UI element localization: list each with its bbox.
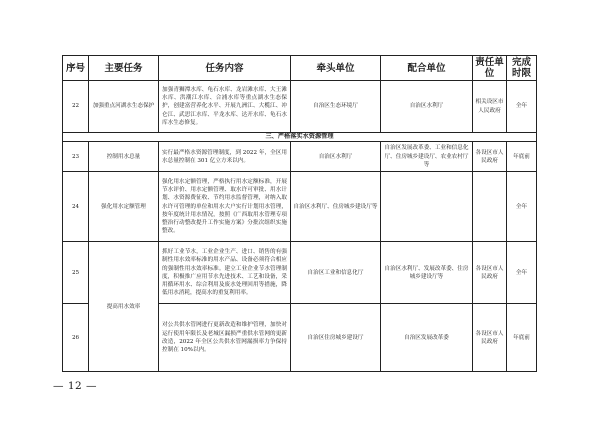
row-coop: 自治区水利厅、发展改革委、住房城乡建设厅等 [381, 242, 473, 304]
table-row [63, 172, 537, 242]
row-coop: 自治区发展改革委、工业和信息化厅、住房城乡建设厅、农业农村厅等 [381, 142, 473, 172]
row-content: 加强青狮潭水库、龟石水库、龙岩滩水库、大王滩水库、洪潮江水库、合浦水库等重点湖水生态保护，创建富营养化水平、开展九洲江、大榄江、冲仑江、武思江水库、平龙水库、达开水库、龟石水库水生态修复。 [159, 81, 291, 133]
row-seq: 25 [63, 242, 89, 304]
row-lead: 自治区水利厅 [291, 142, 381, 172]
page-number: — 12 — [53, 380, 98, 392]
row-task: 提高用水效率 [89, 242, 159, 372]
table-row [63, 142, 537, 172]
row-lead: 自治区住房城乡建设厅 [291, 304, 381, 372]
header-deadline: 完成时限 [507, 56, 537, 81]
row-task: 加强重点河湖水生态保护 [89, 81, 159, 133]
row-deadline: 全年 [507, 242, 537, 304]
row-coop: 自治区水利厅 [381, 81, 473, 133]
row-resp: 相关设区市人民政府 [473, 81, 507, 133]
row-coop: 自治区发展改革委 [381, 304, 473, 372]
header-task: 主要任务 [89, 56, 159, 81]
task-table-sheet [62, 55, 536, 371]
row-content: 对公共供水管网进行更新改造和维护管理，加快对运行使用年限长及老城区漏损严重供水管网的更新改造，2022 年全区公共供水管网漏损率力争保持控制在 10%以内。 [159, 304, 291, 372]
row-seq: 24 [63, 172, 89, 242]
header-lead: 牵头单位 [291, 56, 381, 81]
header-seq: 序号 [63, 56, 89, 81]
row-resp [473, 172, 507, 242]
row-task: 控制用水总量 [89, 142, 159, 172]
header-resp: 责任单位 [473, 56, 507, 81]
row-seq: 26 [63, 304, 89, 372]
row-lead: 自治区工业和信息化厅 [291, 242, 381, 304]
row-content: 抓好工业节水，工业企业生产、进口、销售的有强制性用水效率标准的用水产品、设备必须符合相应的强制性用水效率标准。建立工业企业节水管理制度，积极推广应用节水先进技术、工艺和设备，采用循环用水、综合利用及废水处理回用等措施，降低用水消耗，提高水的重复利用率。 [159, 242, 291, 304]
row-lead: 自治区水利厅、住房城乡建设厅等 [291, 172, 381, 242]
task-table [62, 55, 537, 372]
row-lead: 自治区生态环境厅 [291, 81, 381, 133]
section-row [63, 133, 537, 142]
row-resp: 各设区市人民政府 [473, 304, 507, 372]
row-deadline: 年底前 [507, 142, 537, 172]
row-seq: 22 [63, 81, 89, 133]
row-coop [381, 172, 473, 242]
row-content: 实行最严格水资源管理制度，到 2022 年，全区用水总量控制在 301 亿立方米以内。 [159, 142, 291, 172]
row-resp: 各设区市人民政府 [473, 242, 507, 304]
row-deadline: 全年 [507, 81, 537, 133]
header-content: 任务内容 [159, 56, 291, 81]
row-resp: 各设区市人民政府 [473, 142, 507, 172]
row-content: 强化用水定额管理，严格执行用水定额标准，开展节水评价、用水定额管理、取水许可审批、用水计划、水资源费征收、节约用水监督管理，对纳入取水许可管理的单位和用水大户实行计划用水管理，按年度统计用水情况，按照《广西取用水管理专项整治行动整改提升工作实施方案》分批次组织实施整改。 [159, 172, 291, 242]
header-row [63, 56, 537, 81]
row-deadline: 全年 [507, 172, 537, 242]
table-row [63, 81, 537, 133]
row-task: 强化用水定额管理 [89, 172, 159, 242]
section-title: 三、严格落实水资源管理 [63, 133, 537, 142]
row-seq: 23 [63, 142, 89, 172]
table-row [63, 242, 537, 304]
header-coop: 配合单位 [381, 56, 473, 81]
row-deadline: 年底前 [507, 304, 537, 372]
